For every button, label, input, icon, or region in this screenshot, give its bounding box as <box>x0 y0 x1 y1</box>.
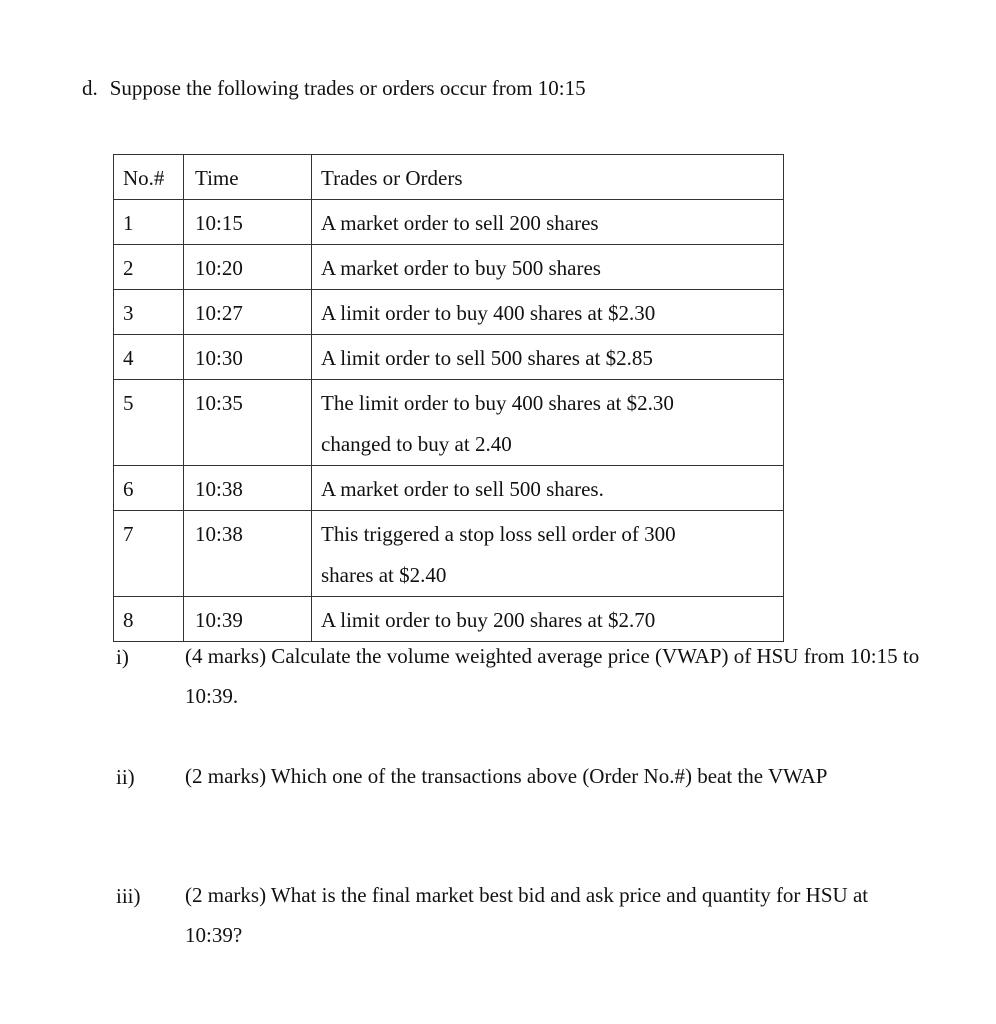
row-no: 3 <box>114 290 184 335</box>
row-trade: A market order to sell 200 shares <box>312 200 784 245</box>
row-time: 10:35 <box>184 380 312 466</box>
section-heading-text: Suppose the following trades or orders occur from 10:15 <box>109 76 586 100</box>
row-trade: A limit order to sell 500 shares at $2.85 <box>312 335 784 380</box>
row-time: 10:38 <box>184 511 312 597</box>
row-trade-line: The limit order to buy 400 shares at $2.30 <box>321 391 674 415</box>
table-header-row <box>114 155 784 200</box>
row-trade <box>312 511 784 597</box>
row-no: 1 <box>114 200 184 245</box>
header-time: Time <box>184 155 312 200</box>
header-trades: Trades or Orders <box>312 155 784 200</box>
row-trade-line: This triggered a stop loss sell order of 300 <box>321 522 676 546</box>
row-trade: A limit order to buy 200 shares at $2.70 <box>312 597 784 642</box>
section-heading <box>82 76 586 101</box>
row-time: 10:39 <box>184 597 312 642</box>
table-row <box>114 200 784 245</box>
row-trade: A limit order to buy 400 shares at $2.30 <box>312 290 784 335</box>
row-no: 2 <box>114 245 184 290</box>
table-row <box>114 380 784 466</box>
table-row <box>114 245 784 290</box>
table-row <box>114 597 784 642</box>
row-no: 5 <box>114 380 184 466</box>
row-time: 10:15 <box>184 200 312 245</box>
row-trade <box>312 380 784 466</box>
row-no: 8 <box>114 597 184 642</box>
header-no: No.# <box>114 155 184 200</box>
row-trade-line: shares at $2.40 <box>321 563 447 587</box>
row-no: 4 <box>114 335 184 380</box>
table-row <box>114 511 784 597</box>
row-trade-line: changed to buy at 2.40 <box>321 432 512 456</box>
table-row <box>114 290 784 335</box>
row-time: 10:20 <box>184 245 312 290</box>
row-trade: A market order to sell 500 shares. <box>312 466 784 511</box>
question-number: i) <box>116 645 129 669</box>
row-trade: A market order to buy 500 shares <box>312 245 784 290</box>
row-no: 7 <box>114 511 184 597</box>
section-label: d. <box>82 76 98 100</box>
question-text: (2 marks) Which one of the transactions above (Order No.#) beat the VWAP <box>185 764 828 788</box>
row-time: 10:30 <box>184 335 312 380</box>
question-text: (4 marks) Calculate the volume weighted average price (VWAP) of HSU from 10:15 to 10:39. <box>185 644 920 708</box>
orders-table <box>113 154 784 642</box>
question-number: iii) <box>116 884 141 908</box>
row-time: 10:27 <box>184 290 312 335</box>
table-row <box>114 466 784 511</box>
row-no: 6 <box>114 466 184 511</box>
table-row <box>114 335 784 380</box>
question-text: (2 marks) What is the final market best bid and ask price and quantity for HSU at 10:39? <box>185 883 869 947</box>
row-time: 10:38 <box>184 466 312 511</box>
question-number: ii) <box>116 765 135 789</box>
